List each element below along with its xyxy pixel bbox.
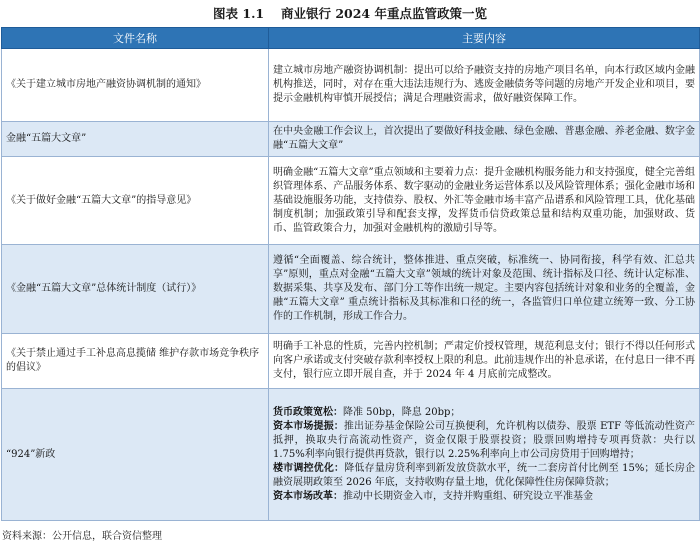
- policy-item-label: 楼市调控优化: [273, 462, 335, 474]
- table-row: [2, 334, 700, 389]
- table-row: [2, 389, 700, 521]
- policy-item-text: 推出证券基金保险公司互换便利，允许机构以债券、股票 ETF 等低流动性资产抵押，换取央行高流动性资产，资金仅限于股票投资；股票回购增持专项再贷款：央行以 1.75%利率向银行提供再贷款，银行以 2.25%利率向上市公司房贷用于回购增持；: [273, 420, 696, 460]
- policy-item-separator: ：: [333, 490, 343, 502]
- policy-item: [273, 490, 695, 504]
- policy-item-text: 降准 50bp，降息 20bp；: [343, 406, 461, 418]
- header-main-content: 主要内容: [269, 28, 700, 49]
- row-file-name: 《金融“五篇大文章”总体统计制度（试行）》: [2, 245, 269, 334]
- policy-item-text: 推动中长期资金入市，支持并购重组、研究设立平准基金: [343, 490, 593, 502]
- row-file-name: 《关于建立城市房地产融资协调机制的通知》: [2, 49, 269, 122]
- row-content: 在中央金融工作会议上，首次提出了要做好科技金融、绿色金融、普惠金融、养老金融、数字金融“五篇大文章”: [269, 122, 700, 157]
- policy-item-label: 资本市场改革: [273, 490, 333, 502]
- row-content: 遵循“全面覆盖、综合统计，整体推进、重点突破，标准统一、协同衔接，科学有效、汇总共享”原则，重点对金融“五篇大文章”领域的统计对象及范围、统计指标及口径、统计认定标准、数据采集、共享及发布、部门分工等作出统一规定。主要内容包括统计对象和业务的全覆盖，金融“五篇大文章” 重点统计指标及其标准和口径的统一，各监管归口单位建立统筹一致、分工协作的工作机制，形成工作合力。: [269, 245, 700, 334]
- policy-item-separator: ：: [334, 462, 345, 474]
- policy-item-label: 货币政策宽松: [273, 406, 333, 418]
- table-row: [2, 157, 700, 245]
- policy-item: [273, 420, 695, 462]
- policy-item-label: 资本市场提振: [273, 420, 334, 432]
- row-content: 建立城市房地产融资协调机制：提出可以给予融资支持的房地产项目名单，向本行政区域内金融机构推送，同时，对存在重大违法违规行为、逃废金融债务等问题的房地产开发企业和项目，要提示金融机构审慎开展授信；满足合理融资需求，做好融资保障工作。: [269, 49, 700, 122]
- table-row: [2, 122, 700, 157]
- table-caption: 图表 1.1 商业银行 2024 年重点监管政策一览: [213, 6, 487, 21]
- row-content: [269, 389, 700, 521]
- policy-item-separator: ：: [333, 406, 343, 418]
- row-file-name: “924”新政: [2, 389, 269, 521]
- header-file-name: 文件名称: [2, 28, 269, 49]
- policy-table: [1, 27, 700, 521]
- table-row: [2, 245, 700, 334]
- policy-item-text: 降低存量房贷利率到新发放贷款水平，统一二套房首付比例至 15%；延长房企融资展期政策至 2026 年底，支持收购存量土地，优化保障性住房保障贷款；: [273, 462, 696, 488]
- source-note: 资料来源：公开信息，联合资信整理: [2, 531, 162, 542]
- policy-item-separator: ：: [333, 420, 344, 432]
- row-content: 明确金融“五篇大文章”重点领域和主要着力点：提升金融机构服务能力和支持强度，健全完善组织管理体系、产品服务体系、数字驱动的金融业务运营体系以及风险管理体系；强化金融市场和基础设施服务功能，支持债券、股权、外汇等金融市场丰富产品谱系和风险管理工具，优化基础制度机制；加强政策引导和配套支撑，发挥货币信贷政策总量和结构双重功能，加强财政、货币、监管政策合力，加强对金融机构的激励引导等。: [269, 157, 700, 245]
- policy-item: [273, 462, 695, 490]
- policy-item: [273, 406, 695, 420]
- row-content: 明确手工补息的性质，完善内控机制；严肃定价授权管理，规范利息支付；银行不得以任何形式向客户承诺或支付突破存款利率授权上限的利息。此前违规作出的补息承诺，在付息日一律不再支付，银行应立即开展自查，并于 2024 年 4 月底前完成整改。: [269, 334, 700, 389]
- row-file-name: 《关于禁止通过手工补息高息揽储 维护存款市场竞争秩序的倡议》: [2, 334, 269, 389]
- table-header-row: [2, 28, 700, 49]
- row-file-name: 金融“五篇大文章”: [2, 122, 269, 157]
- table-row: [2, 49, 700, 122]
- row-file-name: 《关于做好金融“五篇大文章”的指导意见》: [2, 157, 269, 245]
